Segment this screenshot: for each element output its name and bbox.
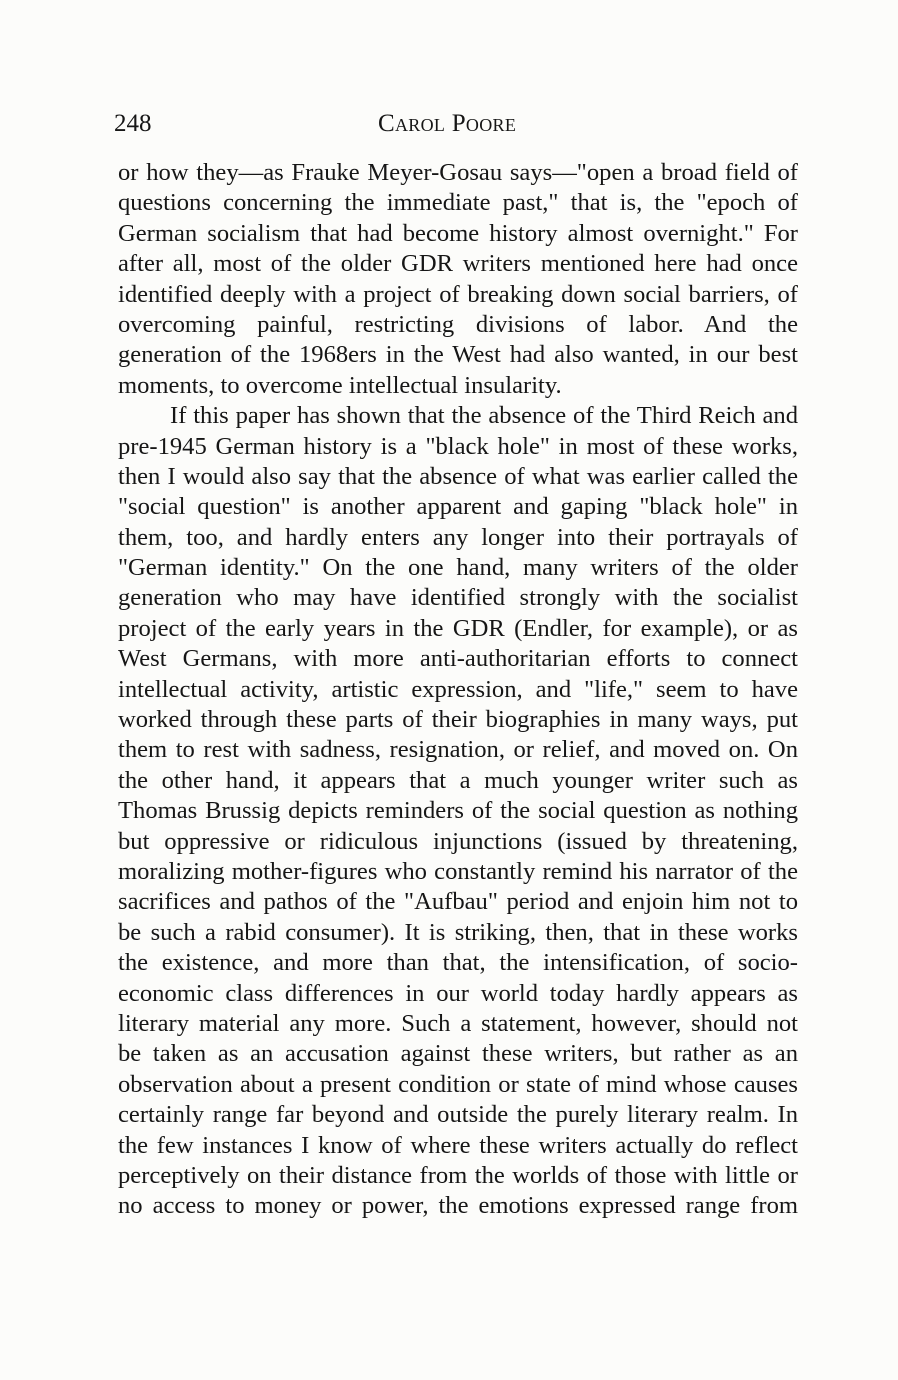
text-line: the existence, and more than that, the intensification, of socio- xyxy=(118,949,798,977)
running-title-author: Carol Poore xyxy=(378,110,517,137)
text-line: certainly range far beyond and outside the purely literary realm. In xyxy=(118,1101,798,1129)
text-line: then I would also say that the absence of what was earlier called the xyxy=(118,462,798,490)
text-line: "social question" is another apparent and gaping "black hole" in xyxy=(118,493,798,521)
text-line: German socialism that had become history almost overnight." For xyxy=(118,219,798,247)
text-line: "German identity." On the one hand, many writers of the older xyxy=(118,554,798,582)
text-line: project of the early years in the GDR (Endler, for example), or as xyxy=(118,614,798,642)
text-line: generation of the 1968ers in the West had also wanted, in our best xyxy=(118,341,798,369)
text-line: worked through these parts of their biographies in many ways, put xyxy=(118,706,798,734)
text-line: Thomas Brussig depicts reminders of the social question as nothing xyxy=(118,797,798,825)
paragraph-1 xyxy=(118,158,798,401)
text-line: overcoming painful, restricting divisions of labor. And the xyxy=(118,310,798,338)
text-line: be such a rabid consumer). It is striking, then, that in these works xyxy=(118,918,798,946)
text-line: identified deeply with a project of breaking down social barriers, of xyxy=(118,280,798,308)
text-line: no access to money or power, the emotions expressed range from xyxy=(118,1192,798,1220)
page-number: 248 xyxy=(114,110,152,137)
text-line: economic class differences in our world today hardly appears as xyxy=(118,979,798,1007)
body-text xyxy=(118,158,798,1222)
text-line: the other hand, it appears that a much younger writer such as xyxy=(118,766,798,794)
text-line: after all, most of the older GDR writers mentioned here had once xyxy=(118,250,798,278)
text-line: pre-1945 German history is a "black hole" in most of these works, xyxy=(118,432,798,460)
text-line: them to rest with sadness, resignation, or relief, and moved on. On xyxy=(118,736,798,764)
text-line: West Germans, with more anti-authoritarian efforts to connect xyxy=(118,645,798,673)
text-line: moralizing mother-figures who constantly remind his narrator of the xyxy=(118,857,798,885)
text-line: observation about a present condition or state of mind whose causes xyxy=(118,1070,798,1098)
text-line: be taken as an accusation against these writers, but rather as an xyxy=(118,1040,798,1068)
text-line: questions concerning the immediate past," that is, the "epoch of xyxy=(118,189,798,217)
text-line: moments, to overcome intellectual insularity. xyxy=(118,371,562,399)
text-line: literary material any more. Such a statement, however, should not xyxy=(118,1009,798,1037)
text-line: intellectual activity, artistic expression, and "life," seem to have xyxy=(118,675,798,703)
text-line: generation who may have identified strongly with the socialist xyxy=(118,584,798,612)
text-line: but oppressive or ridiculous injunctions (issued by threatening, xyxy=(118,827,798,855)
text-line: them, too, and hardly enters any longer into their portrayals of xyxy=(118,523,798,551)
paragraph-2 xyxy=(118,401,798,1222)
text-line: sacrifices and pathos of the "Aufbau" period and enjoin him not to xyxy=(118,888,798,916)
text-line: perceptively on their distance from the worlds of those with little or xyxy=(118,1161,798,1189)
running-head xyxy=(0,106,898,142)
text-line: If this paper has shown that the absence of the Third Reich and xyxy=(170,402,798,430)
text-line: or how they—as Frauke Meyer-Gosau says—"open a broad field of xyxy=(118,159,798,186)
text-line: the few instances I know of where these writers actually do reflect xyxy=(118,1131,798,1159)
